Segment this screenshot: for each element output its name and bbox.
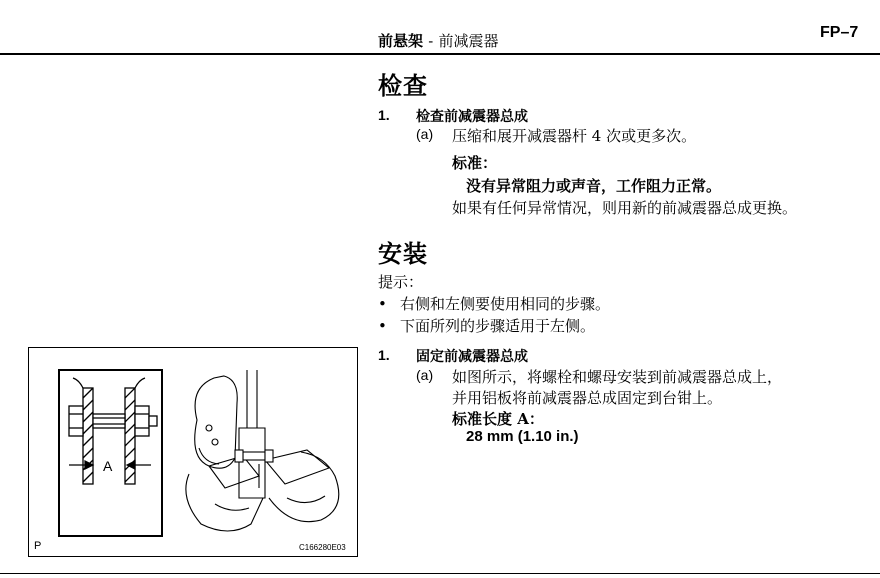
inspection-step-number: 1. (378, 107, 390, 123)
detail-inset-frame (59, 370, 162, 536)
installation-sub-line-1: 如图所示，将螺栓和螺母安装到前减震器总成上， (452, 368, 783, 386)
figure-drawing (29, 348, 359, 558)
page-header-title (378, 30, 499, 51)
list-item (378, 293, 610, 314)
inspection-sub-letter: (a) (416, 126, 434, 142)
inspection-sub-text: 压缩和展开减震器杆 4 次或更多次。 (452, 127, 697, 145)
installation-standard-label: 标准长度 A： (452, 410, 544, 428)
installation-heading: 安装 (378, 239, 428, 268)
installation-standard-value: 28 mm (1.10 in.) (466, 428, 579, 445)
dimension-label: A (103, 458, 113, 474)
inspection-heading: 检查 (378, 71, 428, 100)
header-subsection: 前减震器 (438, 32, 499, 50)
bullet-dot: • (378, 295, 387, 313)
bullet-dot: • (378, 317, 387, 335)
installation-step-title: 固定前减震器总成 (416, 349, 528, 365)
inspection-standard-value: 没有异常阻力或声音，工作阻力正常。 (466, 177, 722, 195)
list-item (378, 315, 595, 336)
inspection-note: 如果有任何异常情况，则用新的前减震器总成更换。 (452, 199, 798, 217)
shock-absorber-vise-icon (186, 370, 339, 531)
footer-divider (0, 573, 880, 574)
header-divider (0, 53, 880, 55)
installation-figure (28, 347, 358, 557)
inspection-standard-label: 标准： (452, 154, 498, 172)
page-code: FP–7 (820, 24, 859, 41)
header-separator: - (428, 33, 434, 50)
installation-step-number: 1. (378, 347, 390, 363)
figure-corner-label: P (34, 540, 42, 552)
installation-hint-label: 提示： (378, 273, 424, 291)
figure-id: C166280E03 (299, 543, 346, 552)
bullet-text: 下面所列的步骤适用于左侧。 (400, 317, 596, 335)
installation-sub-line-2: 并用铝板将前减震器总成固定到台钳上。 (452, 389, 723, 407)
bolt-nut-icon (69, 406, 157, 436)
installation-sub-letter: (a) (416, 367, 434, 383)
header-section: 前悬架 (378, 32, 424, 50)
inspection-step-title: 检查前减震器总成 (416, 109, 528, 125)
bullet-text: 右侧和左侧要使用相同的步骤。 (400, 295, 611, 313)
